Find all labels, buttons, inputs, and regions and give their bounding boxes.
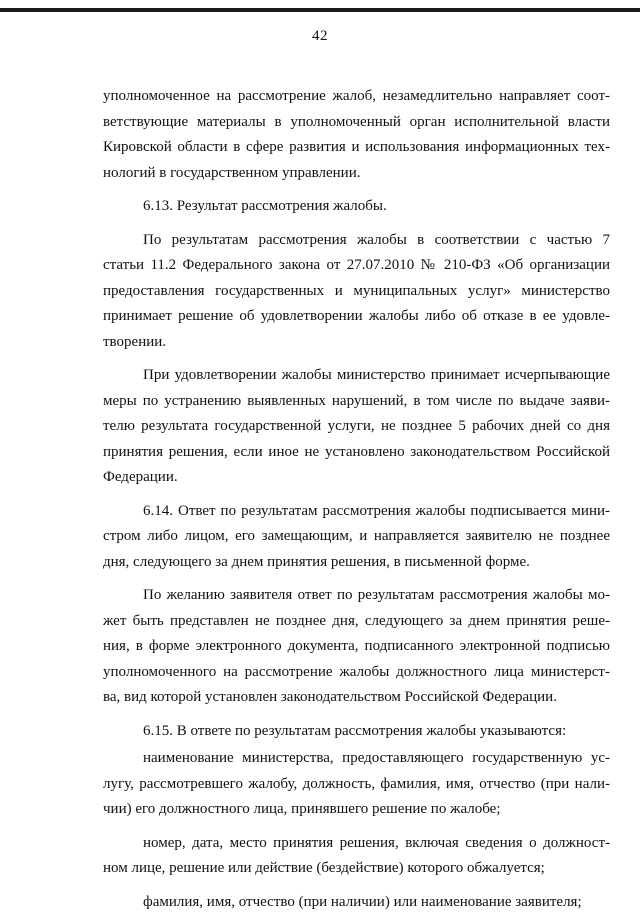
text-line: 6.14. Ответ по результатам рассмотрения жалобы подписывается мини- bbox=[103, 499, 610, 525]
text-line: 6.15. В ответе по результатам рассмотрения жалобы указываются: bbox=[103, 719, 610, 745]
text-line: чии) его должностного лица, принявшего решение по жалобе; bbox=[103, 797, 610, 823]
list-item-applicant bbox=[103, 890, 610, 915]
list-item-ministry bbox=[103, 746, 610, 823]
text-line: наименование министерства, предоставляющего государственную ус- bbox=[103, 746, 610, 772]
paragraph-4 bbox=[103, 363, 610, 491]
text-line: 6.13. Результат рассмотрения жалобы. bbox=[103, 194, 610, 220]
text-line: По желанию заявителя ответ по результатам рассмотрения жалобы мо- bbox=[103, 583, 610, 609]
text-line: По результатам рассмотрения жалобы в соответствии с частью 7 bbox=[103, 228, 610, 254]
text-line: нологий в государственном управлении. bbox=[103, 161, 610, 187]
text-line: При удовлетворении жалобы министерство принимает исчерпывающие bbox=[103, 363, 610, 389]
text-line: уполномоченного на рассмотрение жалобы должностного лица министерст- bbox=[103, 660, 610, 686]
text-line: статьи 11.2 Федерального закона от 27.07.2010 № 210-ФЗ «Об организации bbox=[103, 253, 610, 279]
top-border-rule bbox=[0, 8, 640, 12]
document-body bbox=[103, 84, 610, 915]
text-line: дня, следующего за днем принятия решения, в письменной форме. bbox=[103, 550, 610, 576]
text-line: ва, вид которой установлен законодательством Российской Федерации. bbox=[103, 685, 610, 711]
text-line: предоставления государственных и муниципальных услуг» министерство bbox=[103, 279, 610, 305]
section-6-15 bbox=[103, 719, 610, 745]
section-heading-6-13 bbox=[103, 194, 610, 220]
text-line: Кировской области в сфере развития и использования информационных тех- bbox=[103, 135, 610, 161]
text-line: уполномоченное на рассмотрение жалоб, незамедлительно направляет соот- bbox=[103, 84, 610, 110]
text-line: ния, в форме электронного документа, подписанного электронной подписью bbox=[103, 634, 610, 660]
text-line: принятия решения, если иное не установлено законодательством Российской bbox=[103, 440, 610, 466]
list-item-decision bbox=[103, 831, 610, 882]
text-line: номер, дата, место принятия решения, включая сведения о должност- bbox=[103, 831, 610, 857]
text-line: ном лице, решение или действие (бездействие) которого обжалуется; bbox=[103, 856, 610, 882]
paragraph-1 bbox=[103, 84, 610, 186]
text-line: Федерации. bbox=[103, 465, 610, 491]
text-line: стром либо лицом, его замещающим, и направляется заявителю не позднее bbox=[103, 524, 610, 550]
text-line: фамилия, имя, отчество (при наличии) или наименование заявителя; bbox=[103, 890, 610, 915]
text-line: меры по устранению выявленных нарушений, в том числе по выдаче заяви- bbox=[103, 389, 610, 415]
page-number: 42 bbox=[0, 28, 640, 45]
section-6-14 bbox=[103, 499, 610, 576]
text-line: телю результата государственной услуги, не позднее 5 рабочих дней со дня bbox=[103, 414, 610, 440]
text-line: ветствующие материалы в уполномоченный орган исполнительной власти bbox=[103, 110, 610, 136]
text-line: лугу, рассмотревшего жалобу, должность, фамилия, имя, отчество (при нали- bbox=[103, 772, 610, 798]
text-line: творении. bbox=[103, 330, 610, 356]
text-line: жет быть представлен не позднее дня, следующего за днем принятия реше- bbox=[103, 609, 610, 635]
paragraph-3 bbox=[103, 228, 610, 356]
paragraph-6 bbox=[103, 583, 610, 711]
text-line: принимает решение об удовлетворении жалобы либо об отказе в ее удовле- bbox=[103, 304, 610, 330]
